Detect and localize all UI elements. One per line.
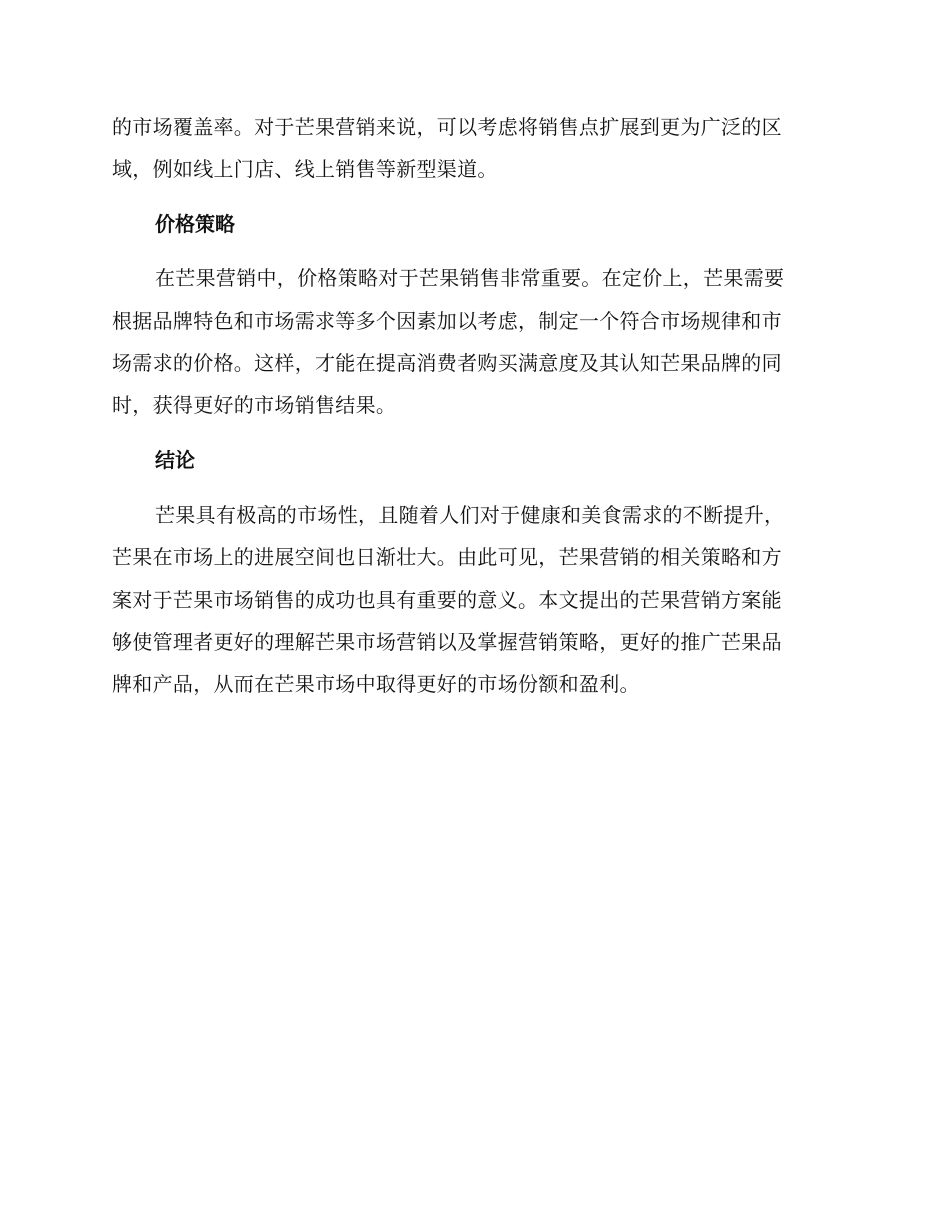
paragraph-line: 时，获得更好的市场销售结果。 <box>112 393 397 417</box>
paragraph-line: 案对于芒果市场销售的成功也具有重要的意义。本文提出的芒果营销方案能 <box>112 588 782 612</box>
section-heading-pricing: 价格策略 <box>155 212 235 236</box>
paragraph-line: 够使管理者更好的理解芒果市场营销以及掌握营销策略，更好的推广芒果品 <box>112 630 782 654</box>
paragraph-line: 场需求的价格。这样，才能在提高消费者购买满意度及其认知芒果品牌的同 <box>112 351 782 375</box>
paragraph-line: 根据品牌特色和市场需求等多个因素加以考虑，制定一个符合市场规律和市 <box>112 309 782 333</box>
paragraph-line: 的市场覆盖率。对于芒果营销来说，可以考虑将销售点扩展到更为广泛的区 <box>112 115 782 139</box>
paragraph-line: 芒果具有极高的市场性，且随着人们对于健康和美食需求的不断提升， <box>155 503 785 527</box>
paragraph-line: 牌和产品，从而在芒果市场中取得更好的市场份额和盈利。 <box>112 672 640 696</box>
paragraph-line: 在芒果营销中，价格策略对于芒果销售非常重要。在定价上，芒果需要 <box>155 266 785 290</box>
section-heading-conclusion: 结论 <box>155 448 195 472</box>
paragraph-line: 域，例如线上门店、线上销售等新型渠道。 <box>112 157 498 181</box>
paragraph-line: 芒果在市场上的进展空间也日渐壮大。由此可见，芒果营销的相关策略和方 <box>112 545 782 569</box>
